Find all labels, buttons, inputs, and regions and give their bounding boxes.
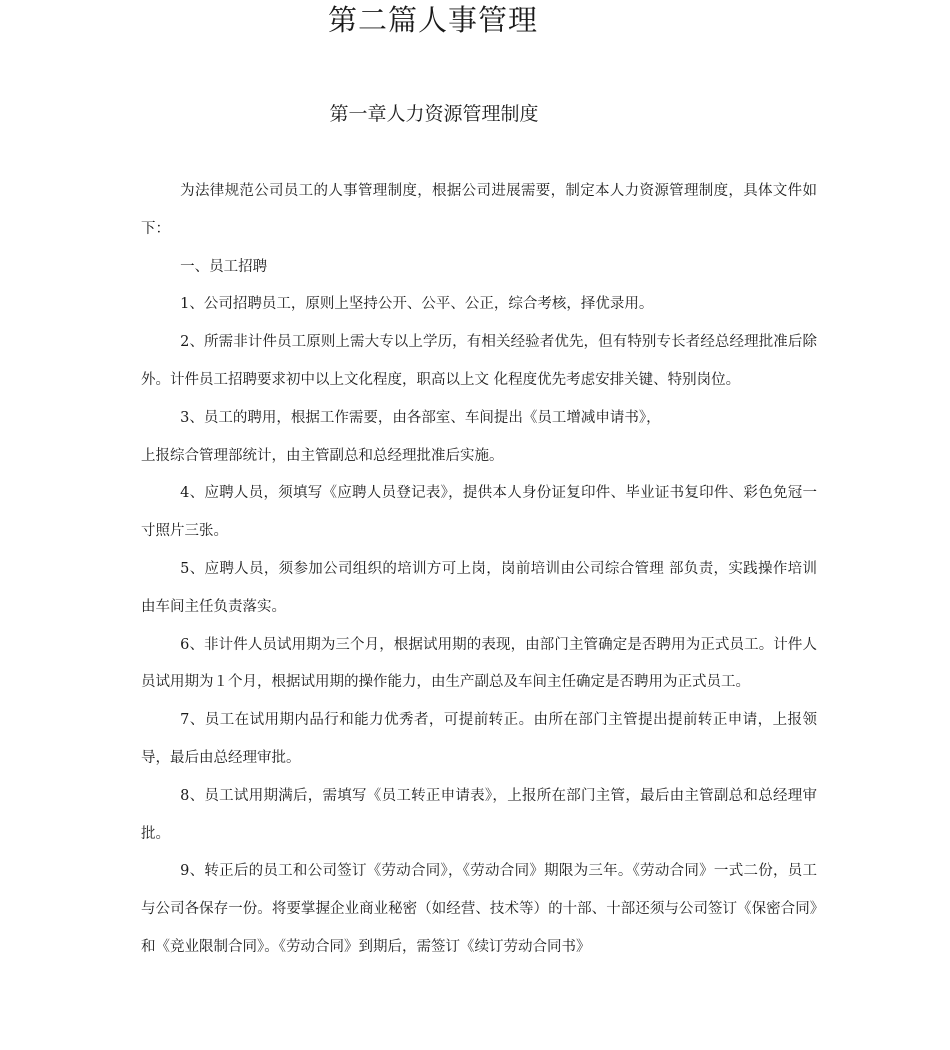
clause-3: 3、员工的聘用，根据工作需要，由各部室、车间提出《员工增减申请书》， <box>180 409 661 426</box>
clause-7: 7、员工在试用期内品行和能力优秀者，可提前转正。由所在部门主管提出提前转正申请，上报领导，最后由总经理审批。 <box>141 712 817 766</box>
intro-paragraph: 为法律规范公司员工的人事管理制度，根据公司进展需要，制定本人力资源管理制度，具体文件如下： <box>141 183 817 237</box>
clause-9: 9、转正后的员工和公司签订《劳动合同》，《劳动合同》期限为三年。《劳动合同》一式二份，员工与公司各保存一份。将要掌握企业商业秘密（如经营、技术等）的十部、十部还须与公司签订《保密合同》和《竞业限制合同》。《劳动合同》到期后，需签订《续订劳动合同书》 <box>141 863 817 955</box>
clause-2: 2、所需非计件员工原则上需大专以上学历，有相关经验者优先，但有特别专长者经总经理批准后除外。计件员工招聘要求初中以上文化程度，职高以上文 化程度优先考虑安排关键、特别岗位。 <box>141 334 817 388</box>
clause-6: 6、非计件人员试用期为三个月，根据试用期的表现，由部门主管确定是否聘用为正式员工。计件人员试用期为１个月，根据试用期的操作能力，由生产副总及车间主任确定是否聘用为正式员工。 <box>141 636 817 691</box>
clause-8: 8、员工试用期满后，需填写《员工转正申请表》，上报所在部门主管，最后由主管副总和总经理审批。 <box>141 787 817 842</box>
clause-1: 1、公司招聘员工，原则上坚持公开、公平、公正，综合考核，择优录用。 <box>180 296 654 313</box>
clause-4: 4、应聘人员，须填写《应聘人员登记表》，提供本人身份证复印件、毕业证书复印件、彩色免冠一寸照片三张。 <box>141 485 817 540</box>
clause-3-continuation: 上报综合管理部统计，由主管副总和总经理批准后实施。 <box>141 447 504 464</box>
part-title: 第二篇人事管理 <box>327 3 538 37</box>
document-body <box>141 173 817 967</box>
clause-5: 5、应聘人员，须参加公司组织的培训方可上岗，岗前培训由公司综合管理 部负责，实践操作培训由车间主任负责落实。 <box>141 560 817 615</box>
section-heading-recruitment: 一、员工招聘 <box>180 258 268 275</box>
chapter-title: 第一章人力资源管理制度 <box>329 103 539 125</box>
